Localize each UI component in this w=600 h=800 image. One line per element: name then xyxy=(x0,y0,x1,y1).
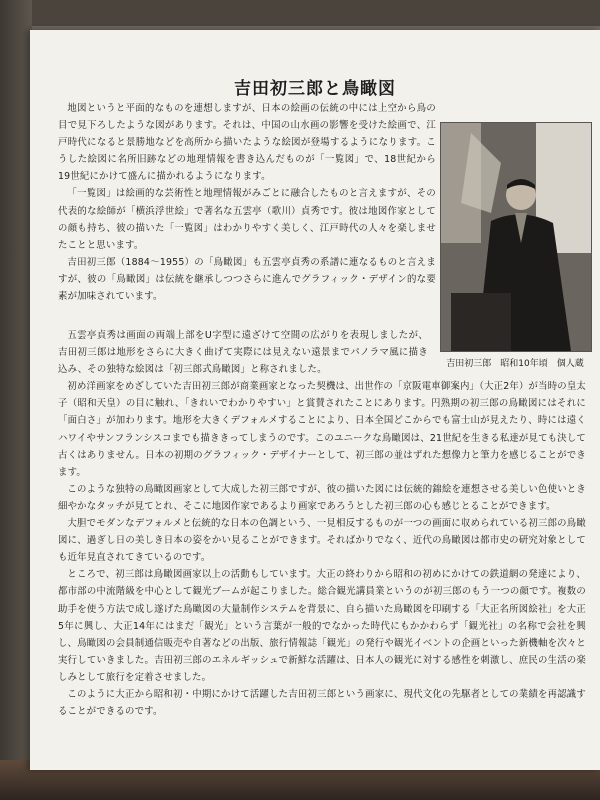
wall-background xyxy=(0,0,600,26)
paragraph: 五雲亭貞秀は画面の両端上部をU字型に遠ざけて空間の広がりを表現しましたが、吉田初三郎は地形をさらに大きく曲げて実際には見えない遠景までパノラマ風に描き込み、その独特な絵図は「初三郎式鳥瞰図」と称されました。 xyxy=(58,330,428,376)
exhibit-panel xyxy=(30,30,600,770)
portrait-illustration xyxy=(441,123,591,351)
photo-caption: 吉田初三郎 昭和10年頃 個人蔵 xyxy=(446,359,584,369)
portrait-photo xyxy=(440,122,592,352)
paragraph: 吉田初三郎（1884～1955）の「鳥瞰図」も五雲亭貞秀の系譜に連なるものと言えますが、彼の「鳥瞰図」は伝統を継承しつつさらに進んでグラフィック・デザイン的な要素が加味されています。 xyxy=(58,256,436,303)
main-text-block xyxy=(58,327,586,720)
paragraph: 「一覧図」は絵画的な芸術性と地理情報がみごとに融合したものと言えますが、その代表的な絵師が「横浜浮世絵」で著名な五雲亭（歌川）貞秀です。彼は地図作家としての顔も持ち、彼の描いた「一覧図」はわかりやすく美しく、江戸時代の人々を楽しませたことと思います。 xyxy=(58,188,436,251)
paragraph: 地図というと平面的なものを連想しますが、日本の絵画の伝統の中には上空から鳥の目で見下ろしたような図があります。それは、中国の山水画の影響を受けた絵画で、江戸時代になると景勝地などを高所から描いたような絵図が登場するようになります。こうした絵図に名所旧跡などの地理情報を書き込んだものが「一覧図」で、18世紀から19世紀にかけて盛んに描かれるようになります。 xyxy=(58,103,436,183)
paragraph: このように大正から昭和初・中期にかけて活躍した吉田初三郎という画家に、現代文化の先駆者としての業績を再認識することができるのです。 xyxy=(58,688,586,718)
intro-text-block xyxy=(58,100,436,305)
wall-edge xyxy=(0,0,32,800)
paragraph: ところで、初三郎は鳥瞰図画家以上の活動もしています。大正の終わりから昭和の初めにかけての鉄道網の発達により、都市部の中流階級を中心として観光ブームが起こりました。総合観光講員業というのが初三郎のもう一つの顔です。複数の助手を使う方法で成し遂げた鳥瞰図の大量制作システムを背景に、自ら描いた鳥瞰図を印刷する「大正名所図絵社」を大正5年に興し、大正14年にはまだ「観光」という言葉が一般的でなかった時代にもかかわらず「観光社」の名称で会社を興し、鳥瞰図の会員制通信販売や自著などの出版、旅行情報誌「観光」の発行や観光イベントの企画といった新機軸を次々と実行していきました。吉田初三郎のエネルギッシュで新鮮な活躍は、日本人の観光に対する感性を刺激し、庶民の生活の楽しみとして旅行を定着させました。 xyxy=(58,569,586,683)
paragraph: このような独特の鳥瞰図画家として大成した初三郎ですが、彼の描いた図には伝統的錦絵を連想させる美しい色使いとき細やかなタッチが見てとれ、そこに地図作家であるより画家であろうとした初三郎の心も感じとることができます。 xyxy=(58,483,586,512)
panel-title: 吉田初三郎と鳥瞰図 xyxy=(234,79,396,99)
paragraph: 大胆でモダンなデフォルメと伝統的な日本の色調という、一見相反するものが一つの画面に収められている初三郎の鳥瞰図に、過ぎし日の美しき日本の姿をかい見ることができます。そればかりでなく、近代の鳥瞰図は都市史の研究対象としても近年見直されてきているのです。 xyxy=(58,518,586,564)
paragraph: 初め洋画家をめざしていた吉田初三郎が商業画家となった契機は、出世作の「京阪電車御案内」（大正2年）が当時の皇太子（昭和天皇）の目に触れ、「きれいでわかりやすい」と賞賛されたことにあります。円熟期の初三郎の鳥瞰図にはそれに「面白さ」が加わります。地形を大きくデフォルメすることにより、日本全国どこからでも富士山が見えたり、時には遠くハワイやサンフランシスコまでも描ききってしまうのです。このユニークな鳥瞰図は、21世紀を生きる私達が見ても決して古くはありません。日本の初期のグラフィック・デザイナーとして、初三郎の並はずれた想像力と筆力を感じることができます。 xyxy=(58,381,586,478)
